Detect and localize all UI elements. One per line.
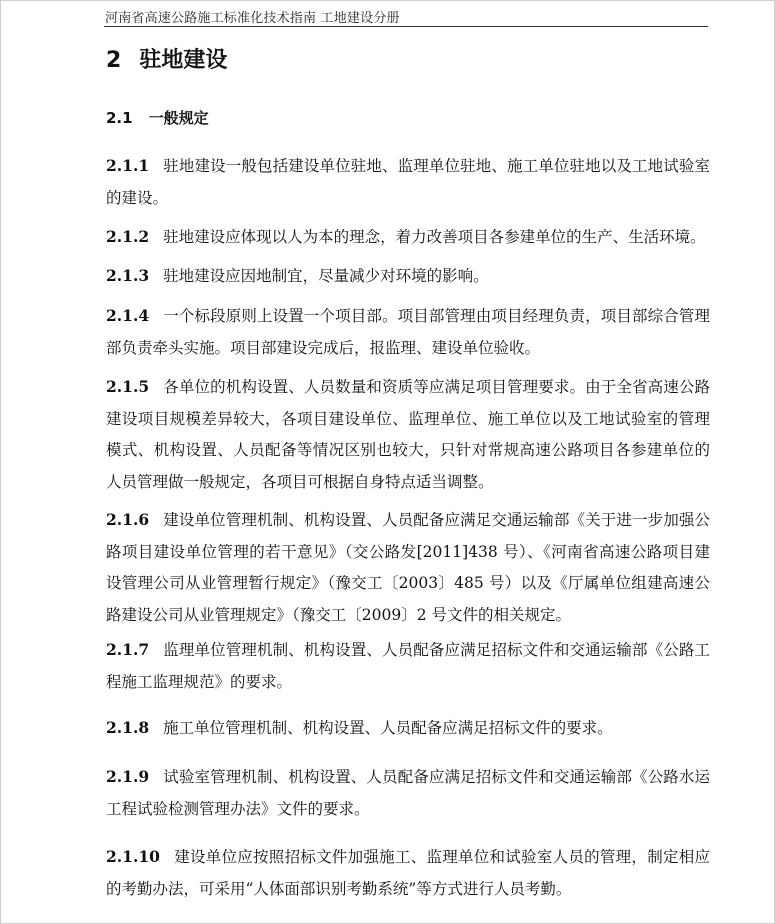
section-title [106, 107, 209, 128]
clause-text: 一个标段原则上设置一个项目部。项目部管理由项目经理负责，项目部综合管理部负责牵头实施。项目部建设完成后，报监理、建设单位验收。 [106, 307, 710, 357]
clause-number: 2.1.7 [106, 640, 150, 659]
clause-number: 2.1.10 [106, 847, 160, 866]
chapter-number: 2 [106, 48, 122, 73]
clause-2-1-9 [106, 761, 710, 825]
running-header: 河南省高速公路施工标准化技术指南 工地建设分册 [105, 11, 400, 26]
clause-text: 驻地建设应体现以人为本的理念，着力改善项目各参建单位的生产、生活环境。 [163, 228, 706, 246]
clause-number: 2.1.6 [106, 510, 150, 529]
clause-number: 2.1.8 [106, 718, 150, 737]
clause-2-1-6 [106, 504, 710, 631]
clause-2-1-4 [106, 300, 710, 364]
clause-2-1-8 [106, 712, 710, 745]
clause-number: 2.1.9 [106, 767, 150, 786]
clause-number: 2.1.4 [106, 306, 150, 325]
clause-text: 各单位的机构设置、人员数量和资质等应满足项目管理要求。由于全省高速公路建设项目规模差异较大，各项目建设单位、监理单位、施工单位以及工地试验室的管理模式、机构设置、人员配备等情况区别也较大，只针对常规高速公路项目各参建单位的人员管理做一般规定，各项目可根据自身特点适当调整。 [106, 378, 710, 491]
clause-2-1-5 [106, 371, 710, 498]
header-rule [104, 26, 708, 27]
clause-number: 2.1.3 [106, 266, 150, 285]
clause-text: 建设单位应按照招标文件加强施工、监理单位和试验室人员的管理，制定相应的考勤办法，可采用“人体面部识别考勤系统”等方式进行人员考勤。 [106, 848, 710, 898]
section-number: 2.1 [106, 109, 133, 127]
section-title-text: 一般规定 [148, 109, 209, 127]
clause-2-1-7 [106, 634, 710, 698]
clause-2-1-2 [106, 221, 710, 254]
clause-text: 施工单位管理机制、机构设置、人员配备应满足招标文件的要求。 [163, 719, 613, 737]
clause-text: 建设单位管理机制、机构设置、人员配备应满足交通运输部《关于进一步加强公路项目建设单位管理的若干意见》（交公路发[2011]438 号）、《河南省高速公路项目建设管理公司从业管理暂行规定》（豫交工〔2003〕485 号）以及《厅属单位组建高速公路建设公司从业管理规定》（豫交工〔2009〕2 号文件的相关规定。 [106, 511, 710, 624]
chapter-title [106, 43, 227, 74]
clause-2-1-1 [106, 150, 710, 214]
clause-number: 2.1.1 [106, 156, 150, 175]
clause-2-1-3 [106, 260, 710, 293]
clause-text: 监理单位管理机制、机构设置、人员配备应满足招标文件和交通运输部《公路工程施工监理规范》的要求。 [106, 641, 710, 691]
clause-text: 驻地建设一般包括建设单位驻地、监理单位驻地、施工单位驻地以及工地试验室的建设。 [106, 157, 710, 207]
clause-text: 驻地建设应因地制宜，尽量减少对环境的影响。 [163, 267, 489, 285]
clause-number: 2.1.5 [106, 377, 150, 396]
chapter-title-text: 驻地建设 [139, 48, 228, 73]
clause-2-1-10 [106, 841, 710, 905]
clause-number: 2.1.2 [106, 227, 150, 246]
clause-text: 试验室管理机制、机构设置、人员配备应满足招标文件和交通运输部《公路水运工程试验检测管理办法》文件的要求。 [106, 768, 710, 818]
